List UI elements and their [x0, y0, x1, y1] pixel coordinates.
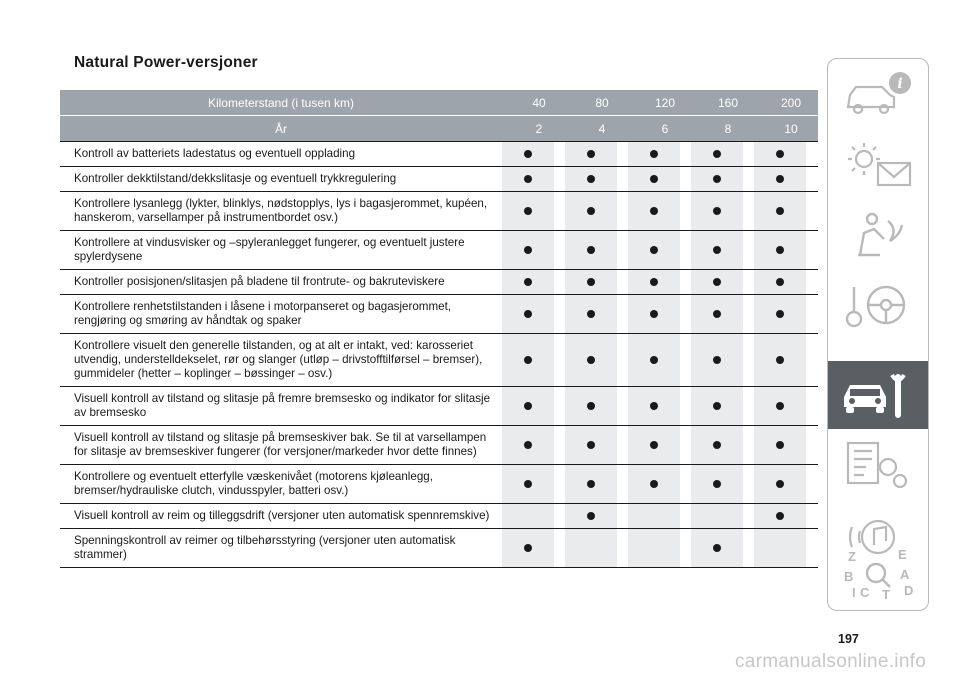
tab-maintenance[interactable]	[828, 361, 928, 429]
service-dot	[650, 207, 658, 215]
interval-cell	[565, 192, 617, 230]
header-year-cell: 2	[535, 121, 543, 136]
service-dot	[587, 175, 595, 183]
interval-cell	[628, 504, 680, 528]
interval-cell	[628, 142, 680, 166]
interval-cell	[691, 504, 743, 528]
index-letter: Z	[848, 549, 856, 564]
interval-cell	[565, 465, 617, 503]
interval-cell	[565, 426, 617, 464]
service-dot	[776, 175, 784, 183]
service-dot	[776, 512, 784, 520]
interval-cell	[628, 387, 680, 425]
chapter-sidebar	[827, 58, 929, 611]
table-row	[60, 386, 818, 425]
interval-cell	[628, 167, 680, 191]
index-letter: B	[844, 569, 854, 584]
row-description: Visuell kontroll av tilstand og slitasje på bremseskiver bak. Se til at varsellampen for slitasje av bremseskiver fungerer (for versjoner/markeder hvor dette finnes)	[74, 431, 487, 458]
warning-lights-icon	[838, 137, 918, 193]
interval-cell	[502, 270, 554, 294]
service-dot	[650, 246, 658, 254]
service-dot	[713, 544, 721, 552]
specifications-gears-icon	[838, 437, 918, 493]
table-row	[60, 528, 818, 568]
service-dot	[650, 441, 658, 449]
interval-cell	[628, 192, 680, 230]
header-row-km	[60, 90, 818, 115]
service-dot	[650, 150, 658, 158]
page-title: Natural Power-versjoner	[74, 54, 258, 71]
header-year-cell: 6	[661, 121, 669, 136]
header-row-year	[60, 115, 818, 141]
interval-cell	[565, 387, 617, 425]
service-dot	[713, 480, 721, 488]
service-dot	[524, 310, 532, 318]
header-year-cell: 4	[598, 121, 606, 136]
table-row	[60, 166, 818, 191]
service-dot	[713, 356, 721, 364]
interval-cell	[502, 192, 554, 230]
service-dot	[650, 278, 658, 286]
service-dot	[776, 150, 784, 158]
table-row	[60, 230, 818, 269]
watermark-text: carmanualsonline.info	[735, 651, 927, 672]
interval-cell	[691, 465, 743, 503]
header-km-cell: 200	[780, 95, 802, 110]
service-dot	[587, 402, 595, 410]
interval-cell	[628, 270, 680, 294]
interval-cell	[754, 529, 806, 567]
table-row	[60, 333, 818, 386]
interval-cell	[754, 426, 806, 464]
interval-cell	[502, 142, 554, 166]
interval-cell	[691, 295, 743, 333]
service-dot	[713, 207, 721, 215]
service-dot	[524, 402, 532, 410]
service-dot	[650, 310, 658, 318]
interval-cell	[691, 142, 743, 166]
row-description: Kontrollere og eventuelt etterfylle væskenivået (motorens kjøleanlegg, bremser/hydrauliske clutch, vindusspyler, batteri osv.)	[74, 470, 433, 497]
table-row	[60, 294, 818, 333]
service-dot	[650, 402, 658, 410]
table-row	[60, 141, 818, 166]
service-dot	[524, 175, 532, 183]
service-dot	[524, 150, 532, 158]
service-dot	[524, 544, 532, 552]
service-dot	[776, 310, 784, 318]
interval-cell	[754, 270, 806, 294]
index-letter: I	[852, 585, 856, 600]
row-description: Kontrollere lysanlegg (lykter, blinklys, nødstopplys, lys i bagasjerommet, kupéen, hanskerom, varsellamper på instrumentbordet osv.)	[74, 197, 488, 224]
service-dot	[587, 512, 595, 520]
interval-cell	[502, 529, 554, 567]
row-description: Visuell kontroll av reim og tilleggsdrift (versjoner uten automatisk spennremskive)	[74, 509, 490, 522]
service-dot	[650, 356, 658, 364]
interval-cell	[754, 465, 806, 503]
service-dot	[524, 480, 532, 488]
interval-cell	[565, 142, 617, 166]
service-dot	[650, 175, 658, 183]
interval-cell	[502, 295, 554, 333]
header-km-label: Kilometerstand (i tusen km)	[207, 95, 355, 110]
page-number: 197	[838, 632, 859, 646]
interval-cell	[691, 426, 743, 464]
service-dot	[776, 207, 784, 215]
service-dot	[650, 480, 658, 488]
interval-cell	[565, 504, 617, 528]
service-dot	[587, 246, 595, 254]
interval-cell	[754, 167, 806, 191]
interval-cell	[754, 504, 806, 528]
interval-cell	[502, 231, 554, 269]
table-row	[60, 503, 818, 528]
row-description: Kontroller dekktilstand/dekkslitasje og eventuell trykkregulering	[74, 172, 397, 185]
key-steering-wheel-icon	[838, 277, 918, 333]
tab-warning-lights[interactable]	[828, 131, 928, 199]
index-letter: E	[898, 547, 907, 562]
interval-cell	[754, 387, 806, 425]
service-dot	[776, 480, 784, 488]
service-dot	[713, 402, 721, 410]
interval-cell	[628, 426, 680, 464]
interval-cell	[565, 529, 617, 567]
header-km-cell: 40	[532, 95, 546, 110]
service-dot	[713, 150, 721, 158]
row-description: Kontroller posisjonen/slitasjen på bladene til frontrute- og bakruteviskere	[74, 275, 445, 288]
interval-cell	[565, 167, 617, 191]
alphabetical-index-icon	[838, 545, 918, 601]
interval-cell	[691, 167, 743, 191]
interval-cell	[691, 192, 743, 230]
service-dot	[713, 246, 721, 254]
svg-text:i: i	[897, 76, 903, 92]
service-dot	[713, 175, 721, 183]
service-dot	[776, 278, 784, 286]
service-dot	[776, 356, 784, 364]
interval-cell	[754, 334, 806, 386]
service-dot	[713, 278, 721, 286]
interval-cell	[691, 334, 743, 386]
interval-cell	[691, 529, 743, 567]
header-km-cell: 80	[595, 95, 609, 110]
interval-cell	[628, 465, 680, 503]
interval-cell	[754, 231, 806, 269]
row-description: Kontroll av batteriets ladestatus og eventuell opplading	[74, 147, 356, 160]
interval-cell	[754, 142, 806, 166]
interval-cell	[628, 334, 680, 386]
interval-cell	[628, 231, 680, 269]
row-description: Visuell kontroll av tilstand og slitasje på fremre bremsesko og indikator for slitasje av bremsesko	[74, 392, 491, 419]
interval-cell	[754, 295, 806, 333]
interval-cell	[628, 529, 680, 567]
service-dot	[524, 441, 532, 449]
service-dot	[587, 310, 595, 318]
interval-cell	[565, 231, 617, 269]
service-dot	[587, 150, 595, 158]
interval-cell	[565, 270, 617, 294]
table-body	[60, 141, 818, 568]
tab-car-info[interactable]	[828, 61, 928, 129]
interval-cell	[754, 192, 806, 230]
car-wrench-icon	[838, 367, 918, 423]
header-year-cell: 8	[724, 121, 732, 136]
index-letter: T	[882, 587, 890, 601]
row-description: Kontrollere visuelt den generelle tilstanden, og at alt er intakt, ved: karosseriet utvendig, understelldekselet, rør og slanger (utløp – drivstofftilførsel – bremser), gummideler (hetter – koplinger – bøssinger – osv.)	[74, 339, 483, 380]
header-km-cell: 160	[717, 95, 739, 110]
service-dot	[713, 310, 721, 318]
service-dot	[524, 207, 532, 215]
tab-technical-data[interactable]	[828, 431, 928, 499]
interval-cell	[502, 504, 554, 528]
header-km-cell: 120	[654, 95, 676, 110]
table-row	[60, 191, 818, 230]
tab-starting-driving[interactable]	[828, 271, 928, 339]
row-description: Kontrollere at vindusvisker og –spyleranlegget fungerer, og eventuelt justere spylerdysene	[74, 236, 465, 263]
service-dot	[524, 356, 532, 364]
row-description: Spenningskontroll av reimer og tilbehørsstyring (versjoner uten automatisk strammer)	[74, 534, 456, 561]
interval-cell	[565, 334, 617, 386]
service-dot	[587, 441, 595, 449]
index-letter: A	[900, 567, 910, 582]
interval-cell	[502, 387, 554, 425]
interval-cell	[502, 465, 554, 503]
interval-cell	[502, 167, 554, 191]
header-year-label: År	[275, 121, 287, 136]
service-dot	[713, 441, 721, 449]
tab-index[interactable]	[828, 539, 928, 607]
car-info-icon	[838, 67, 918, 123]
service-dot	[524, 246, 532, 254]
interval-cell	[691, 270, 743, 294]
header-year-cell: 10	[784, 121, 798, 136]
service-dot	[524, 278, 532, 286]
row-description: Kontrollere renhetstilstanden i låsene i motorpanseret og bagasjerommet, rengjøring og smøring av håndtak og spaker	[74, 300, 452, 327]
interval-cell	[502, 426, 554, 464]
airbag-seat-icon	[838, 207, 918, 263]
interval-cell	[565, 295, 617, 333]
interval-cell	[691, 387, 743, 425]
service-dot	[776, 441, 784, 449]
index-letter: D	[904, 583, 914, 598]
service-dot	[776, 246, 784, 254]
service-dot	[587, 480, 595, 488]
index-letter: C	[860, 585, 870, 600]
tab-safety[interactable]	[828, 201, 928, 269]
service-dot	[776, 402, 784, 410]
service-dot	[587, 356, 595, 364]
interval-cell	[691, 231, 743, 269]
table-row	[60, 425, 818, 464]
service-dot	[587, 278, 595, 286]
interval-cell	[628, 295, 680, 333]
table-row	[60, 269, 818, 294]
table-row	[60, 464, 818, 503]
interval-cell	[502, 334, 554, 386]
service-schedule-table	[60, 90, 818, 568]
service-dot	[587, 207, 595, 215]
